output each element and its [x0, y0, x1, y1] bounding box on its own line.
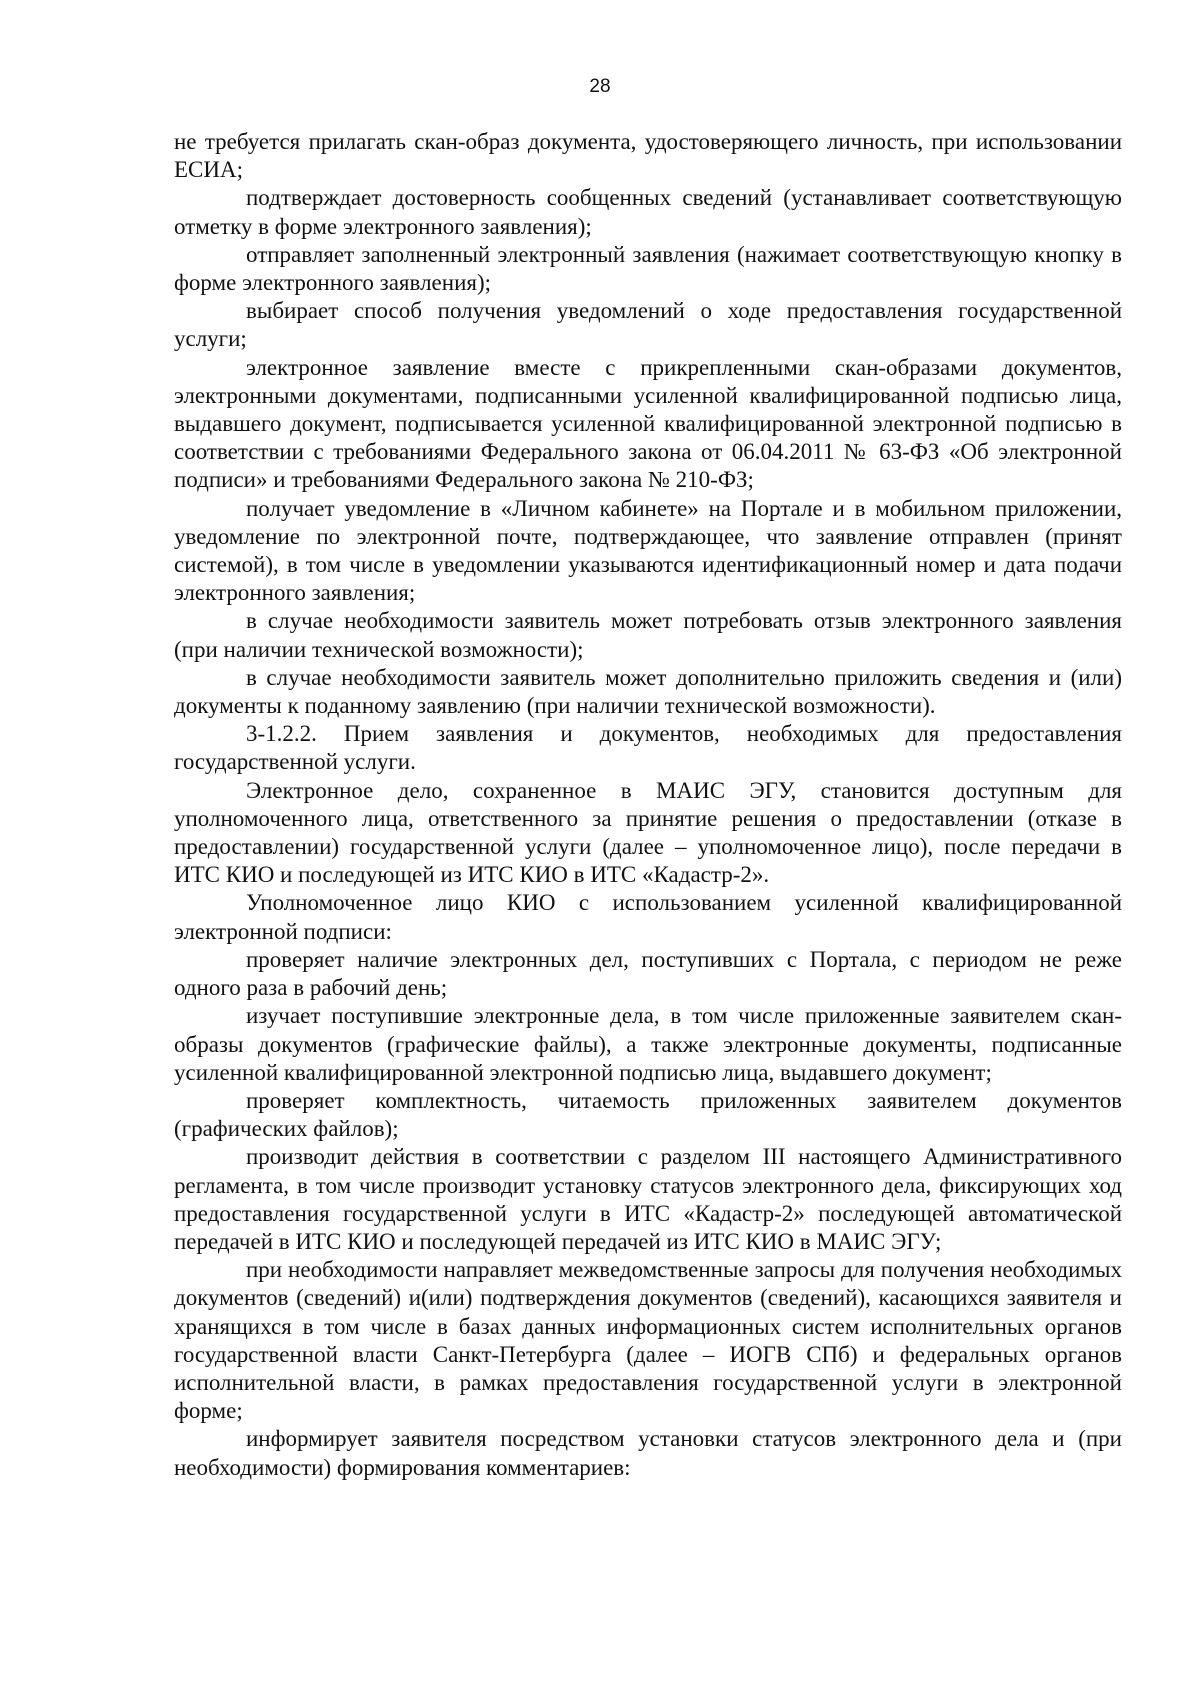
paragraph: выбирает способ получения уведомлений о ходе предоставления государственной услуги; — [174, 298, 1122, 352]
paragraph: проверяет комплектность, читаемость приложенных заявителем документов (графических файлов); — [174, 1087, 1122, 1142]
paragraph: изучает поступившие электронные дела, в том числе приложенные заявителем скан-образы документов (графические файлы), а также электронные документы, подписанные усиленной квалифицированной электронной подписью лица, выдавшего документ; — [174, 1003, 1122, 1085]
document-body — [174, 128, 1122, 1482]
paragraph: в случае необходимости заявитель может дополнительно приложить сведения и (или) документы к поданному заявлению (при наличии технической возможности). — [174, 664, 1122, 719]
paragraph: проверяет наличие электронных дел, поступивших с Портала, с периодом не реже одного раза в рабочий день; — [174, 946, 1122, 1001]
page-number: 28 — [589, 76, 611, 97]
paragraph: производит действия в соответствии с разделом III настоящего Административного регламента, в том числе производит установку статусов электронного дела, фиксирующих ход предоставления государственной услуги в ИТС «Кадастр-2» последующей автоматической передачей в ИТС КИО и последующей передачей из ИТС КИО в МАИС ЭГУ; — [174, 1144, 1122, 1254]
paragraph: электронное заявление вместе с прикрепленными скан-образами документов, электронными документами, подписанными усиленной квалифицированной подписью лица, выдавшего документ, подписывается усиленной квалифицированной электронной подписью в соответствии с требованиями Федерального закона от 06.04.2011 № 63-ФЗ «Об электронной подписи» и требованиями Федерального закона № 210-ФЗ; — [174, 354, 1122, 493]
paragraph: в случае необходимости заявитель может потребовать отзыв электронного заявления (при наличии технической возможности); — [174, 608, 1122, 662]
paragraph: Электронное дело, сохраненное в МАИС ЭГУ, становится доступным для уполномоченного лица, ответственного за принятие решения о предоставлении (отказе в предоставлении) государственной услуги (далее – уполномоченное лицо), после передачи в ИТС КИО и последующей из ИТС КИО в ИТС «Кадастр-2». — [174, 777, 1122, 888]
paragraph: отправляет заполненный электронный заявления (нажимает соответствующую кнопку в форме электронного заявления); — [174, 241, 1122, 296]
paragraph: получает уведомление в «Личном кабинете» на Портале и в мобильном приложении, уведомление по электронной почте, подтверждающее, что заявление отправлен (принят системой), в том числе в уведомлении указываются идентификационный номер и дата подачи электронного заявления; — [174, 495, 1122, 606]
section-heading-paragraph: 3-1.2.2. Прием заявления и документов, необходимых для предоставления государственной услуги. — [174, 721, 1122, 775]
paragraph: подтверждает достоверность сообщенных сведений (устанавливает соответствующую отметку в форме электронного заявления); — [174, 185, 1122, 239]
paragraph: информирует заявителя посредством установки статусов электронного дела и (при необходимости) формирования комментариев: — [174, 1426, 1122, 1480]
paragraph: при необходимости направляет межведомственные запросы для получения необходимых документов (сведений) и(или) подтверждения документов (сведений), касающихся заявителя и хранящихся в том числе в базах данных информационных систем исполнительных органов государственной власти Санкт-Петербурга (далее – ИОГВ СПб) и федеральных органов исполнительной власти, в рамках предоставления государственной услуги в электронной форме; — [174, 1257, 1122, 1424]
paragraph: не требуется прилагать скан-образ документа, удостоверяющего личность, при использовании ЕСИА; — [174, 129, 1122, 183]
paragraph: Уполномоченное лицо КИО с использованием усиленной квалифицированной электронной подписи: — [174, 890, 1122, 944]
